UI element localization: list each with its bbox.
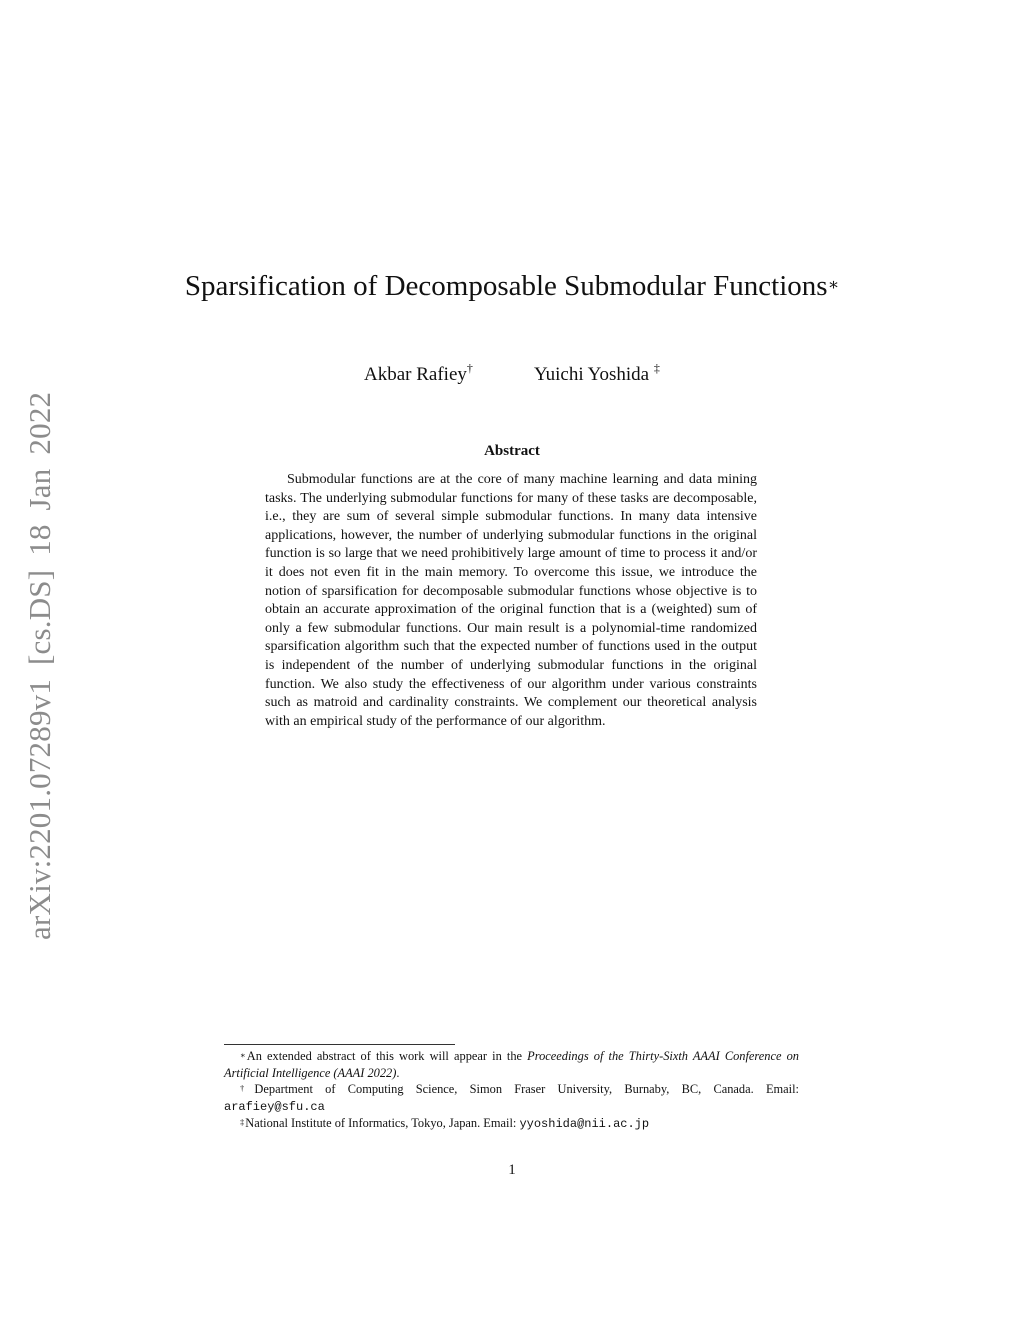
footnote-mark: ‡ [240, 1117, 245, 1128]
footnote-divider [224, 1044, 455, 1045]
author-footnote-mark: ‡ [653, 361, 660, 375]
footnote-yoshida-affiliation [224, 1115, 799, 1133]
footnote-mark: ∗ [240, 1050, 246, 1060]
paper-title [180, 268, 844, 305]
footnote-venue: Proceedings of the Thirty-Sixth AAAI Conference on Artificial Intelligence (AAAI 2022) [224, 1049, 800, 1080]
footnote-text: Department of Computing Science, Simon Fraser University, Burnaby, BC, Canada. Email: [254, 1082, 800, 1097]
abstract-body: Submodular functions are at the core of many machine learning and data mining tasks. The underlying submodular functions for many of these tasks are decomposable, i.e., they are sum of several simple submodular functions. In many data intensive applications, however, the number of underlying submodular functions in the original function is so large that we need prohibitively large amount of time to process it and/or it does not even fit in the main memory. To overcome this issue, we introduce the notion of sparsification for decomposable submodular functions whose objective is to obtain an accurate approximation of the original function that is a (weighted) sum of only a few submodular functions. Our main result is a polynomial-time randomized sparsification algorithm such that the expected number of functions used in the output is independent of the number of underlying submodular functions in the original function. We also study the effectiveness of our algorithm under various constraints such as matroid and cardinality constraints. We complement our theoretical analysis with an empirical study of the performance of our algorithm. [265, 472, 757, 729]
arxiv-identifier-stamp: arXiv:2201.07289v1 [cs.DS] 18 Jan 2022 [22, 391, 57, 940]
author-yoshida [534, 361, 660, 386]
footnote-rafiey-affiliation [224, 1081, 799, 1115]
footnote-end: . [396, 1065, 400, 1080]
paper-title-text: Sparsification of Decomposable Submodular Functions [184, 270, 828, 302]
title-footnote-mark: ∗ [827, 275, 840, 294]
footnote-conference [224, 1048, 799, 1081]
abstract-heading: Abstract [484, 443, 540, 459]
author-name: Yuichi Yoshida [534, 364, 650, 385]
footnote-mark: † [240, 1083, 254, 1094]
email-rafiey[interactable]: arafiey@sfu.ca [224, 1099, 325, 1114]
author-rafiey [364, 361, 473, 386]
footnote-text: An extended abstract of this work will appear in the [246, 1049, 528, 1063]
email-yoshida[interactable]: yyoshida@nii.ac.jp [519, 1117, 650, 1132]
page-number: 1 [508, 1162, 516, 1178]
footnote-text: National Institute of Informatics, Tokyo, Japan. Email: [245, 1116, 520, 1131]
author-footnote-mark: † [466, 361, 473, 375]
author-name: Akbar Rafiey [364, 364, 467, 385]
footnotes [224, 1048, 799, 1133]
